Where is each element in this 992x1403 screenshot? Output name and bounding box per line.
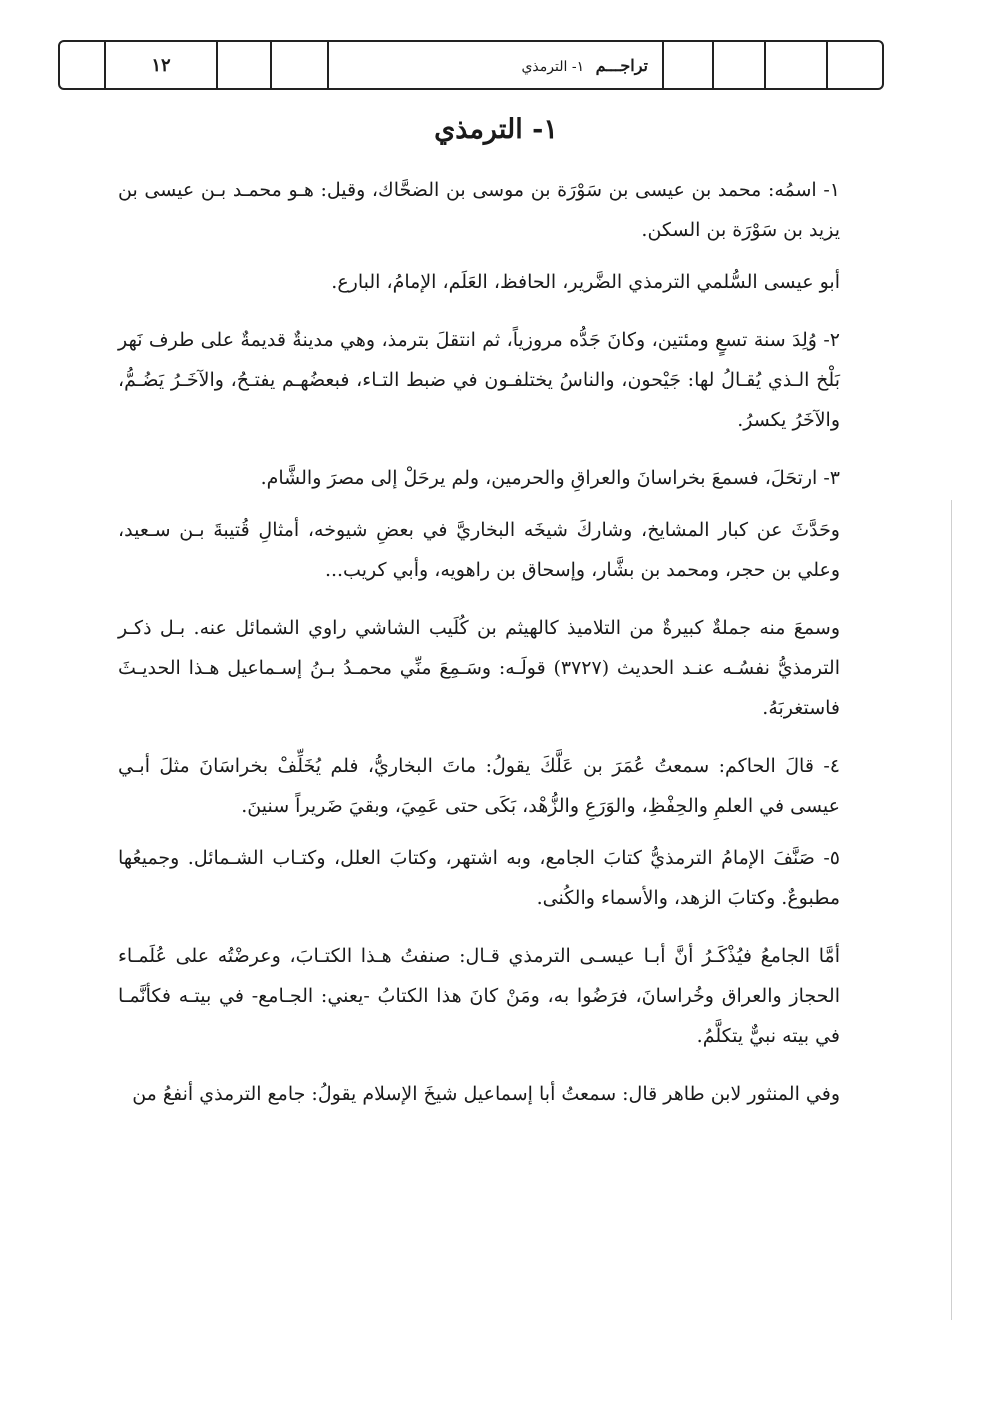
header-cell-empty (766, 42, 828, 88)
chapter-title: ١- الترمذي (434, 114, 558, 145)
scan-edge-line (951, 500, 952, 1320)
paragraph-hakim: ٤- قالَ الحاكم: سمعتُ عُمَرَ بن عَلَّكَ يقولُ: ماتَ البخاريُّ، فلم يُخَلِّفْ بخراسَانَ مثلَ أبـي عيسى في العلمِ والحِفْظِ، والوَرَعِ والزُّهْد، بَكَى حتى عَمِيَ، وبقيَ ضَريراً سنينَ. (118, 755, 840, 817)
header-cell-empty (272, 42, 329, 88)
running-title (521, 56, 648, 75)
paragraph-teachers: وحَدَّثَ عن كبار المشايخ، وشاركَ شيخَه البخاريَّ في بعضِ شيوخه، أمثالِ قُتيبةَ بـن سـعيد، وعلي بن حجر، ومحمد بن بشَّار، وإسحاق بن راهويه، وأبي كريب... (118, 519, 840, 581)
header-page-number-cell (106, 42, 218, 88)
paragraph-birth: ٢- وُلِدَ سنة تسعٍ ومئتين، وكانَ جَدُّه مروزياً، ثم انتقلَ بترمذ، وهي مدينةٌ قديمةٌ على طرف نَهر بَلْخ الـذي يُقـالُ لها: جَيْحون، والناسُ يختلفـون في ضبط التـاء، فبعضُهـم يفتـحُ، والآخَـرُ يَضُـمُّ، والآخَرُ يكسرُ. (118, 329, 840, 431)
header-cell-empty (714, 42, 766, 88)
paragraph-kunya: أبو عيسى السُّلمي الترمذي الضَّرير، الحافظ، العَلَم، الإمامُ، البارع. (331, 271, 840, 293)
paragraph-jami: أمَّا الجامعُ فيُذْكَـرُ أنَّ أبـا عيسـى الترمذي قـال: صنفتُ هـذا الكتـابَ، وعرضْتُه على عُلَمـاء الحجاز والعراق وخُراسانَ، فرَضُوا به، ومَنْ كانَ هذا الكتابُ -يعني: الجـامع- في بيتـه فكأنَّمـا في بيته نبيٌّ يتكلَّمُ. (118, 945, 840, 1047)
page-number: ١٢ (151, 54, 171, 76)
paragraph-students: وسمعَ منه جملةٌ كبيرةٌ من التلاميذ كالهيثم بن كُلَيب الشاشي راوي الشمائل عنه. بـل ذكـر الترمذيُّ نفسُـه عنـد الحديث (٣٧٢٧) قولَـه: وسَـمِعَ منِّي محمـدُ بـنُ إسـماعيل هـذا الحديـثَ فاستغربَهُ. (118, 617, 840, 719)
header-cell-empty (60, 42, 106, 88)
header-cell-empty (828, 42, 882, 88)
paragraph-name: ١- اسمُه: محمد بن عيسى بن سَوْرَة بن موسى بن الضحَّاك، وقيل: هـو محمـد بـن عيسى بن يزيد بن سَوْرَة بن السكن. (118, 179, 840, 241)
paragraph-travels: ٣- ارتحَلَ، فسمعَ بخراسانَ والعراقِ والحرمين، ولم يرحَلْ إلى مصرَ والشَّام. (260, 467, 840, 489)
running-title-sub: ١- الترمذي (521, 58, 585, 75)
running-title-main: تراجـــم (595, 55, 648, 75)
header-cell-empty (218, 42, 272, 88)
header-title-cell (329, 42, 664, 88)
paragraph-works: ٥- صَنَّفَ الإمامُ الترمذيُّ كتابَ الجامع، وبه اشتهر، وكتابَ العلل، وكتـاب الشـمائل. وجميعُها مطبوعٌ. وكتابَ الزهد، والأسماء والكُنى. (118, 847, 840, 909)
header-cell-empty (664, 42, 714, 88)
paragraph-manthur: وفي المنثور لابن طاهر قال: سمعتُ أبا إسماعيل شيخَ الإسلام يقولُ: جامع الترمذي أنفعُ من (132, 1083, 840, 1105)
running-header (58, 40, 884, 90)
body-text (118, 170, 840, 1132)
